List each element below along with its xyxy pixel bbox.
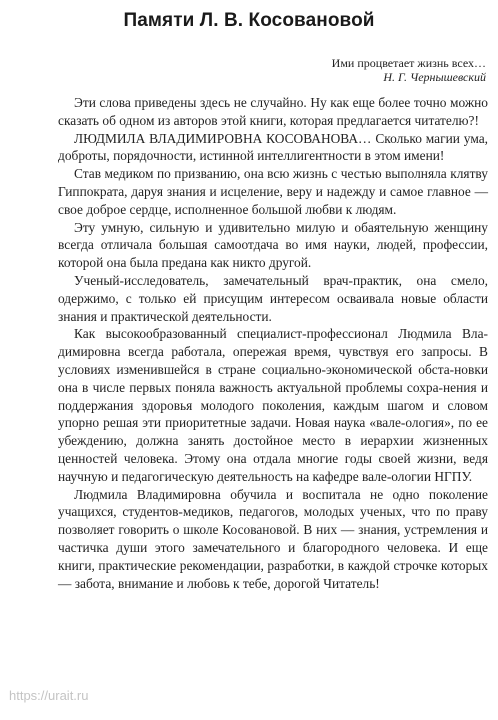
epigraph-author: Н. Г. Чернышевский [383, 70, 486, 84]
paragraph: Как высокообразованный специалист-профессионал Людмила Вла-димировна всегда работала, опережая время, чувствуя его запросы. В условиях изменившейся в стране социально-экономической обста-новки она в числе первых поняла важность актуальной проблемы сохра-нения и поддержания здоровья молодого поколения, каждым шагом и словом упорно решая эти приоритетные задачи. Новая наука «вале-ология», по ее убеждению, должна занять достойное место в иерархии жизненных ценностей человека. Этому она отдала многие годы своей жизни, ведя научную и педагогическую деятельность на кафедре вале-ологии НГПУ. [58, 326, 488, 484]
paragraph: ЛЮДМИЛА ВЛАДИМИРОВНА КОСОВАНОВА… Сколько магии ума, доброты, порядочности, истинной интеллигентности в этом имени! [58, 130, 488, 164]
paragraph: Эту умную, сильную и удивительно милую и обаятельную женщину всегда отличала большая самоотдача во имя науки, людей, профессии, которой она была предана как никто другой. [58, 219, 488, 271]
watermark: https://urait.ru [9, 688, 89, 703]
page-title: Памяти Л. В. Косовановой [123, 10, 375, 31]
epigraph [166, 56, 486, 84]
epigraph-quote: Ими процветает жизнь всех… [331, 56, 486, 70]
article-body [58, 94, 488, 592]
paragraph: Ученый-исследователь, замечательный врач-практик, она смело, одержимо, с только ей присущим интересом осваивала новые области знания и практической деятельности. [58, 272, 488, 324]
paragraph: Людмила Владимировна обучила и воспитала не одно поколение учащихся, студентов-медиков, педагогов, молодых ученых, что по праву позволяет говорить о школе Косовановой. В них — знания, устремления и частичка души этого замечательного и благородного человека. И еще книги, практические рекомендации, разработки, в каждой строчке которых — забота, внимание и любовь к тебе, дорогой Читатель! [58, 486, 488, 591]
paragraph: Эти слова приведены здесь не случайно. Ну как еще более точно можно сказать об одном из авторов этой книги, которая предлагается читателю?! [58, 95, 488, 128]
paragraph: Став медиком по призванию, она всю жизнь с честью выполняла клятву Гиппократа, даруя знания и исцеление, веру и надежду и самое главное — свое доброе сердце, исполненное большой любви к людям. [58, 166, 488, 217]
